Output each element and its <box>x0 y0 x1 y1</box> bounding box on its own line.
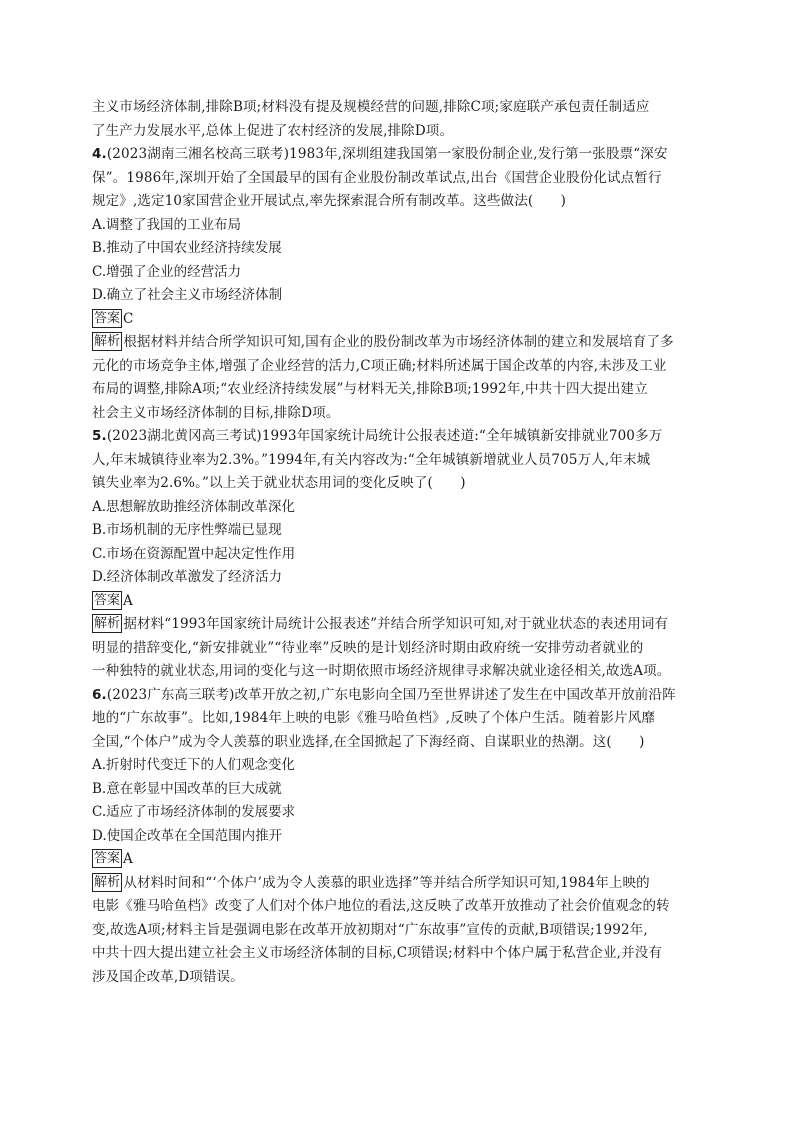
analysis-line: 解析 据材料“1993年国家统计局统计公报表述”并结合所学知识可知,对于就业状态的表述用词有 <box>94 616 669 632</box>
option-d: D.使国企改革在全国范围内推开 <box>92 827 283 844</box>
option-d: D.经济体制改革激发了经济活力 <box>92 569 283 585</box>
answer-tag: 答案 <box>94 310 121 326</box>
analysis-line: 中共十四大提出建立社会主义市场经济体制的目标,C项错误;材料中个体户属于私营企业,并没有 <box>92 945 663 961</box>
answer-line <box>92 590 704 614</box>
analysis-line: 涉及国企改革,D项错误。 <box>92 968 244 985</box>
answer-value: A <box>123 851 133 867</box>
option-a: A.调整了我国的工业布局 <box>92 216 242 233</box>
option-b: B.意在彰显中国改革的巨大成就 <box>92 780 282 797</box>
answer-tag: 答案 <box>94 851 121 866</box>
analysis-tag: 解析 <box>94 874 121 890</box>
answer-line <box>92 848 704 872</box>
analysis-line: 元化的市场竞争主体,增强了企业经营的活力,C项正确;材料所述属于国企改革的内容,未涉及工业 <box>92 357 667 374</box>
question-stem-line: 4.(2023湖南三湘名校高三联考)1983年,深圳组建我国第一家股份制企业,发行第一张股票“深安 <box>92 146 668 162</box>
analysis-line: 一种独特的就业状态,用词的变化与这一时期依照市场经济规律寻求解决就业途径相关,故选A项。 <box>92 663 671 679</box>
document-page <box>92 96 704 989</box>
question-stem-line: 镇失业率为2.6%。”以上关于就业状态用词的变化反映了( ) <box>92 475 466 491</box>
option-a: A.思想解放助推经济体制改革深化 <box>92 498 296 515</box>
analysis-line: 解析 根据材料并结合所学知识可知,国有企业的股份制改革为市场经济体制的建立和发展培育了多 <box>94 334 674 350</box>
analysis-line: 解析 从材料时间和“‘个体户’成为令人羡慕的职业选择”等并结合所学知识可知,1984年上映的 <box>94 874 650 891</box>
analysis-line: 明显的措辞变化,“新安排就业”“待业率”反映的是计划经济时期由政府统一安排劳动者就业的 <box>92 639 644 656</box>
question-stem-line: 5.(2023湖北黄冈高三考试)1993年国家统计局统计公报表述道:“全年城镇新安排就业700多万 <box>92 428 663 444</box>
option-b: B.市场机制的无序性弊端已显现 <box>92 522 282 538</box>
answer-value: A <box>123 592 133 609</box>
question-stem-line: 地的“广东故事”。比如,1984年上映的电影《雅马哈鱼档》,反映了个体户生活。随着影片风靡 <box>92 710 655 726</box>
question-stem-line: 6.(2023广东高三联考)改革开放之初,广东电影向全国乃至世界讲述了发生在中国改革开放前沿阵 <box>92 686 676 703</box>
question-stem-line: 保”。1986年,深圳开始了全国最早的国有企业股份制改革试点,出台《国营企业股份化试点暂行 <box>92 169 662 186</box>
analysis-tag: 解析 <box>94 616 121 631</box>
question-stem-line: 规定》,选定10家国营企业开展试点,率先探索混合所有制改革。这些做法( ) <box>92 193 566 209</box>
analysis-line: 布局的调整,排除A项;“农业经济持续发展”与材料无关,排除B项;1992年,中共十四大提出建立 <box>92 381 648 397</box>
option-c: C.增强了企业的经营活力 <box>92 263 242 280</box>
option-c: C.市场在资源配置中起决定性作用 <box>92 545 296 562</box>
analysis-line: 社会主义市场经济体制的目标,排除D项。 <box>92 404 340 421</box>
q3-analysis-tail <box>92 96 704 143</box>
option-b: B.推动了中国农业经济持续发展 <box>92 240 282 256</box>
answer-tag: 答案 <box>94 592 121 608</box>
paragraph-line: 主义市场经济体制,排除B项;材料没有提及规模经营的问题,排除C项;家庭联产承包责任制适应 <box>92 99 650 115</box>
paragraph-line: 了生产力发展水平,总体上促进了农村经济的发展,排除D项。 <box>92 122 454 139</box>
analysis-tag: 解析 <box>94 334 121 349</box>
answer-line <box>92 308 704 332</box>
question-6 <box>92 684 704 990</box>
option-a: A.折射时代变迁下的人们观念变化 <box>92 757 296 773</box>
question-number: 4. <box>92 146 107 162</box>
question-number: 6. <box>92 686 107 703</box>
analysis-line: 变,故选A项;材料主旨是强调电影在改革开放初期对“广东故事”宣传的贡献,B项错误;1992年, <box>92 921 648 938</box>
analysis-line: 电影《雅马哈鱼档》改变了人们对个体户地位的看法,这反映了改革开放推动了社会价值观念的转 <box>92 898 670 914</box>
answer-value: C <box>123 310 134 327</box>
option-d: D.确立了社会主义市场经济体制 <box>92 287 283 303</box>
question-4 <box>92 143 704 425</box>
question-number: 5. <box>92 428 107 444</box>
question-stem-line: 全国,“个体户”成为令人羡慕的职业选择,在全国掀起了下海经商、自谋职业的热潮。这( ) <box>92 733 645 750</box>
question-5 <box>92 425 704 684</box>
option-c: C.适应了市场经济体制的发展要求 <box>92 804 296 820</box>
question-stem-line: 人,年末城镇待业率为2.3%。”1994年,有关内容改为:“全年城镇新增就业人员705万人,年末城 <box>92 451 651 468</box>
